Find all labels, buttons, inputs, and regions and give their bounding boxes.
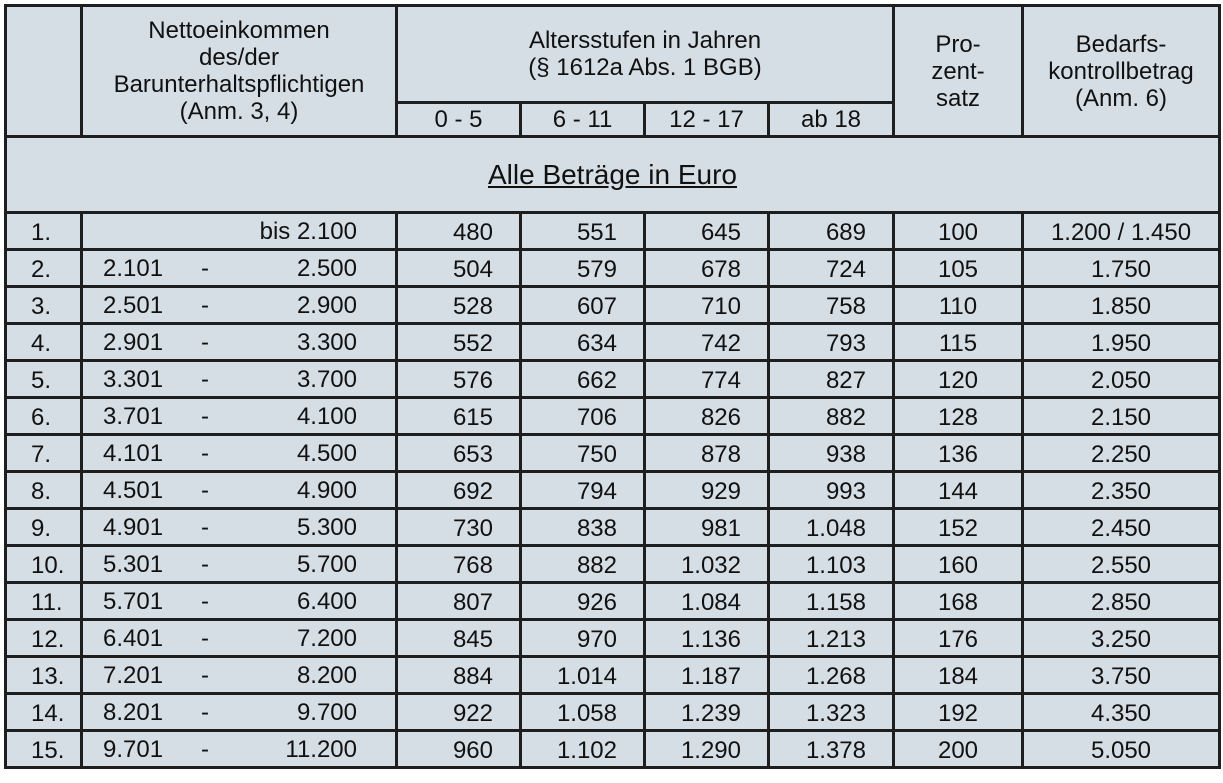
row-index: 11.	[6, 583, 82, 620]
amount-cell: 662	[521, 361, 645, 398]
percent-cell: 176	[894, 620, 1023, 657]
amount-cell: 993	[769, 472, 894, 509]
header-line: Nettoeinkommen	[148, 17, 330, 44]
amount-cell: 742	[645, 324, 769, 361]
row-index: 9.	[6, 509, 82, 546]
amount-cell: 882	[769, 398, 894, 435]
age-groups-header	[397, 6, 894, 103]
control-amount-cell: 2.150	[1023, 398, 1220, 435]
table-row	[6, 250, 1220, 287]
income-from: 6.401	[103, 625, 164, 652]
amount-cell: 1.323	[769, 694, 894, 731]
header-line: Altersstufen in Jahren	[528, 27, 762, 54]
amount-cell: 480	[397, 213, 521, 250]
range-dash: -	[201, 292, 209, 319]
range-dash: -	[201, 329, 209, 356]
banner-text: Alle Beträge in Euro	[487, 159, 738, 190]
amount-cell: 645	[645, 213, 769, 250]
income-from: 5.301	[103, 551, 164, 578]
row-index: 1.	[6, 213, 82, 250]
income-range	[82, 509, 397, 546]
header-line: Bedarfs-	[1075, 30, 1167, 58]
age-group-ab-18: ab 18	[769, 103, 894, 137]
income-from: 9.701	[103, 736, 164, 763]
percent-cell: 136	[894, 435, 1023, 472]
row-index: 7.	[6, 435, 82, 472]
amount-cell: 922	[397, 694, 521, 731]
income-from: 7.201	[103, 662, 164, 689]
amount-cell: 1.158	[769, 583, 894, 620]
amount-cell: 576	[397, 361, 521, 398]
control-amount-cell: 2.050	[1023, 361, 1220, 398]
age-group-6-11: 6 - 11	[521, 103, 645, 137]
percent-cell: 128	[894, 398, 1023, 435]
amount-cell: 882	[521, 546, 645, 583]
control-amount-cell: 2.350	[1023, 472, 1220, 509]
income-to: 9.700	[296, 699, 357, 726]
header-line: des/der	[198, 44, 280, 71]
range-dash: -	[201, 477, 209, 504]
amount-cell: 504	[397, 250, 521, 287]
range-dash: -	[201, 699, 209, 726]
amount-cell: 551	[521, 213, 645, 250]
row-index: 14.	[6, 694, 82, 731]
amount-cell: 1.290	[645, 731, 769, 768]
control-amount-cell: 2.450	[1023, 509, 1220, 546]
range-dash: -	[201, 255, 209, 282]
income-from: 2.501	[103, 292, 164, 319]
amount-cell: 827	[769, 361, 894, 398]
amount-cell: 1.032	[645, 546, 769, 583]
amount-cell: 758	[769, 287, 894, 324]
control-amount-header	[1023, 6, 1220, 137]
percent-cell: 160	[894, 546, 1023, 583]
header-line: zent-	[931, 57, 985, 85]
amount-cell: 1.239	[645, 694, 769, 731]
amount-cell: 1.213	[769, 620, 894, 657]
row-index: 6.	[6, 398, 82, 435]
amount-cell: 884	[397, 657, 521, 694]
percent-cell: 200	[894, 731, 1023, 768]
row-index: 8.	[6, 472, 82, 509]
income-range	[82, 657, 397, 694]
amount-cell: 1.058	[521, 694, 645, 731]
percent-header	[894, 6, 1023, 137]
control-amount-cell: 2.850	[1023, 583, 1220, 620]
control-amount-cell: 1.950	[1023, 324, 1220, 361]
percent-cell: 110	[894, 287, 1023, 324]
age-group-12-17: 12 - 17	[645, 103, 769, 137]
table-row	[6, 694, 1220, 731]
control-amount-cell: 1.850	[1023, 287, 1220, 324]
income-to: 5.300	[296, 514, 357, 541]
table-row	[6, 620, 1220, 657]
amount-cell: 692	[397, 472, 521, 509]
amount-cell: 607	[521, 287, 645, 324]
row-index: 10.	[6, 546, 82, 583]
amount-cell: 1.187	[645, 657, 769, 694]
table-row	[6, 398, 1220, 435]
amount-cell: 838	[521, 509, 645, 546]
header-line: Pro-	[935, 30, 981, 58]
amount-cell: 1.136	[645, 620, 769, 657]
income-range	[82, 287, 397, 324]
control-amount-cell: 3.750	[1023, 657, 1220, 694]
income-from: 8.201	[103, 699, 164, 726]
percent-cell: 120	[894, 361, 1023, 398]
table-row	[6, 583, 1220, 620]
income-range	[82, 324, 397, 361]
header-line: (Anm. 6)	[1074, 84, 1167, 112]
index-header	[6, 6, 82, 137]
amount-cell: 689	[769, 213, 894, 250]
amount-cell: 793	[769, 324, 894, 361]
table-row	[6, 324, 1220, 361]
income-to: 2.500	[296, 255, 357, 282]
row-index: 2.	[6, 250, 82, 287]
percent-cell: 152	[894, 509, 1023, 546]
amount-cell: 926	[521, 583, 645, 620]
income-from: 3.301	[103, 366, 164, 393]
income-range	[82, 694, 397, 731]
income-to: 8.200	[296, 662, 357, 689]
unterhalt-table	[4, 4, 1221, 769]
range-dash: -	[201, 440, 209, 467]
income-to: 4.100	[296, 403, 357, 430]
table-row	[6, 287, 1220, 324]
control-amount-cell: 5.050	[1023, 731, 1220, 768]
amount-cell: 1.048	[769, 509, 894, 546]
income-range	[82, 620, 397, 657]
row-index: 15.	[6, 731, 82, 768]
range-dash: -	[201, 366, 209, 393]
amount-cell: 938	[769, 435, 894, 472]
percent-cell: 105	[894, 250, 1023, 287]
amount-cell: 794	[521, 472, 645, 509]
percent-cell: 184	[894, 657, 1023, 694]
header-line: satz	[935, 84, 980, 112]
amount-cell: 960	[397, 731, 521, 768]
income-range	[82, 583, 397, 620]
table-row	[6, 657, 1220, 694]
amount-cell: 768	[397, 546, 521, 583]
income-bis: bis 2.100	[259, 218, 357, 245]
range-dash: -	[201, 625, 209, 652]
amount-cell: 970	[521, 620, 645, 657]
income-header	[82, 6, 397, 137]
income-range	[82, 361, 397, 398]
header-line: (Anm. 3, 4)	[179, 98, 299, 125]
income-to: 4.500	[296, 440, 357, 467]
range-dash: -	[201, 736, 209, 763]
table-row	[6, 731, 1220, 768]
amount-cell: 826	[645, 398, 769, 435]
table-row	[6, 546, 1220, 583]
income-to: 11.200	[285, 736, 357, 763]
control-amount-cell: 4.350	[1023, 694, 1220, 731]
amount-cell: 730	[397, 509, 521, 546]
amount-cell: 653	[397, 435, 521, 472]
control-amount-cell: 3.250	[1023, 620, 1220, 657]
control-amount-cell: 1.200 / 1.450	[1023, 213, 1220, 250]
range-dash: -	[201, 514, 209, 541]
age-group-0-5: 0 - 5	[397, 103, 521, 137]
income-from: 4.901	[103, 514, 164, 541]
income-from: 2.101	[103, 255, 164, 282]
control-amount-cell: 2.550	[1023, 546, 1220, 583]
header-line: Barunterhaltspflichtigen	[113, 71, 365, 98]
income-to: 3.700	[296, 366, 357, 393]
income-range	[82, 213, 397, 250]
percent-cell: 192	[894, 694, 1023, 731]
range-dash: -	[201, 588, 209, 615]
income-to: 6.400	[296, 588, 357, 615]
amount-cell: 528	[397, 287, 521, 324]
income-to: 7.200	[296, 625, 357, 652]
amount-cell: 579	[521, 250, 645, 287]
row-index: 4.	[6, 324, 82, 361]
amount-cell: 634	[521, 324, 645, 361]
income-from: 3.701	[103, 403, 164, 430]
percent-cell: 115	[894, 324, 1023, 361]
range-dash: -	[201, 662, 209, 689]
amount-cell: 1.014	[521, 657, 645, 694]
income-from: 4.501	[103, 477, 164, 504]
amount-cell: 1.084	[645, 583, 769, 620]
income-range	[82, 398, 397, 435]
range-dash: -	[201, 403, 209, 430]
amount-cell: 845	[397, 620, 521, 657]
percent-cell: 100	[894, 213, 1023, 250]
row-index: 12.	[6, 620, 82, 657]
income-to: 5.700	[296, 551, 357, 578]
amount-cell: 1.268	[769, 657, 894, 694]
row-index: 13.	[6, 657, 82, 694]
table-row	[6, 361, 1220, 398]
amount-cell: 615	[397, 398, 521, 435]
range-dash: -	[201, 551, 209, 578]
income-range	[82, 472, 397, 509]
income-to: 2.900	[296, 292, 357, 319]
amount-cell: 724	[769, 250, 894, 287]
table-row	[6, 435, 1220, 472]
amount-cell: 706	[521, 398, 645, 435]
amount-cell: 774	[645, 361, 769, 398]
income-range	[82, 250, 397, 287]
income-from: 5.701	[103, 588, 164, 615]
amount-cell: 710	[645, 287, 769, 324]
amount-cell: 807	[397, 583, 521, 620]
amount-cell: 929	[645, 472, 769, 509]
control-amount-cell: 1.750	[1023, 250, 1220, 287]
income-range	[82, 435, 397, 472]
amount-cell: 678	[645, 250, 769, 287]
income-to: 3.300	[296, 329, 357, 356]
amount-cell: 981	[645, 509, 769, 546]
amount-cell: 552	[397, 324, 521, 361]
row-index: 5.	[6, 361, 82, 398]
amount-cell: 878	[645, 435, 769, 472]
income-range	[82, 546, 397, 583]
amount-cell: 1.378	[769, 731, 894, 768]
control-amount-cell: 2.250	[1023, 435, 1220, 472]
income-from: 2.901	[103, 329, 164, 356]
income-to: 4.900	[296, 477, 357, 504]
header-line: kontrollbetrag	[1048, 57, 1194, 85]
row-index: 3.	[6, 287, 82, 324]
amount-cell: 1.102	[521, 731, 645, 768]
percent-cell: 144	[894, 472, 1023, 509]
header-line: (§ 1612a Abs. 1 BGB)	[528, 54, 762, 81]
currency-banner	[6, 137, 1220, 213]
percent-cell: 168	[894, 583, 1023, 620]
income-range	[82, 731, 397, 768]
income-from: 4.101	[103, 440, 164, 467]
table-row	[6, 509, 1220, 546]
amount-cell: 1.103	[769, 546, 894, 583]
table-row	[6, 213, 1220, 250]
table-row	[6, 472, 1220, 509]
amount-cell: 750	[521, 435, 645, 472]
